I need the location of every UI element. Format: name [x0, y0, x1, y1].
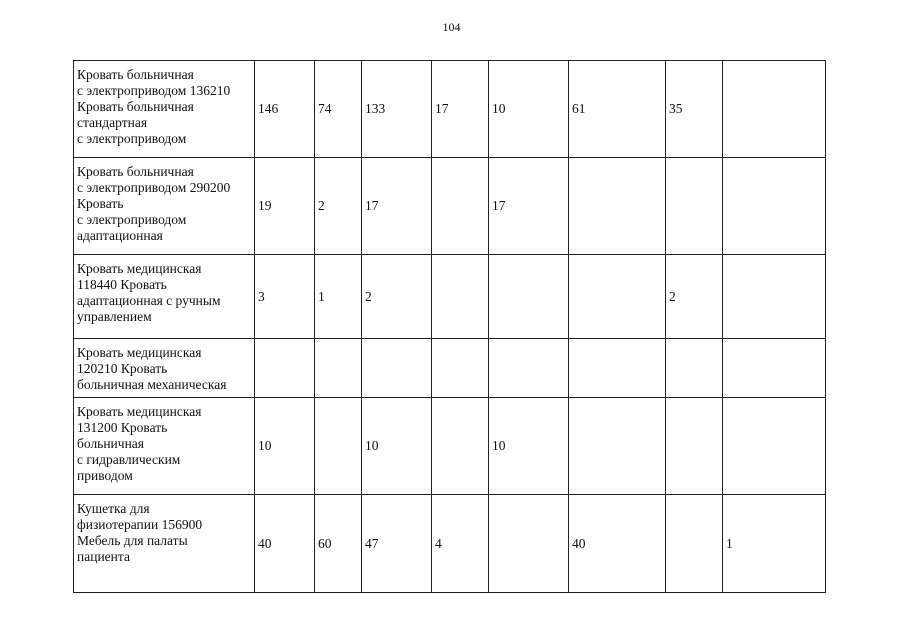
value-cell: 10: [362, 398, 432, 495]
value-cell: [666, 158, 723, 255]
equipment-table-container: [73, 60, 826, 593]
item-name-cell: [74, 495, 255, 593]
value-cell: [569, 255, 666, 339]
value-cell: [432, 158, 489, 255]
item-name-line: больничная механическая: [77, 377, 227, 392]
table-row: [74, 398, 826, 495]
item-name-line: Кровать больничная: [77, 99, 194, 114]
value-cell: 60: [315, 495, 362, 593]
table-row: [74, 158, 826, 255]
item-name-line: Кровать: [77, 196, 124, 211]
value-cell: [723, 158, 826, 255]
value-cell: 74: [315, 61, 362, 158]
value-cell: 17: [362, 158, 432, 255]
value-cell: [569, 398, 666, 495]
table-row: [74, 255, 826, 339]
value-cell: 1: [315, 255, 362, 339]
item-name-line: пациента: [77, 549, 130, 564]
value-cell: [666, 339, 723, 398]
item-name-line: 118440 Кровать: [77, 277, 167, 292]
item-name-line: физиотерапии 156900: [77, 517, 203, 532]
item-name-line: с электроприводом 136210: [77, 83, 231, 98]
item-name-cell: [74, 61, 255, 158]
item-name-line: Кушетка для: [77, 501, 150, 516]
value-cell: [569, 339, 666, 398]
value-cell: 40: [255, 495, 315, 593]
value-cell: [432, 255, 489, 339]
value-cell: [432, 398, 489, 495]
value-cell: [723, 255, 826, 339]
value-cell: 2: [362, 255, 432, 339]
item-name-line: адаптационная: [77, 228, 163, 243]
value-cell: 2: [666, 255, 723, 339]
item-name-line: Мебель для палаты: [77, 533, 188, 548]
value-cell: [489, 339, 569, 398]
value-cell: [723, 339, 826, 398]
value-cell: 17: [432, 61, 489, 158]
value-cell: 133: [362, 61, 432, 158]
item-name-line: 131200 Кровать: [77, 420, 168, 435]
value-cell: [255, 339, 315, 398]
value-cell: 19: [255, 158, 315, 255]
item-name-line: адаптационная с ручным: [77, 293, 221, 308]
table-row: [74, 61, 826, 158]
value-cell: 61: [569, 61, 666, 158]
item-name-line: больничная: [77, 436, 144, 451]
value-cell: [723, 61, 826, 158]
value-cell: 3: [255, 255, 315, 339]
value-cell: [569, 158, 666, 255]
item-name-cell: [74, 339, 255, 398]
value-cell: 4: [432, 495, 489, 593]
item-name-line: с гидравлическим: [77, 452, 181, 467]
value-cell: 1: [723, 495, 826, 593]
value-cell: [315, 398, 362, 495]
value-cell: 35: [666, 61, 723, 158]
value-cell: [489, 255, 569, 339]
item-name-line: Кровать медицинская: [77, 345, 202, 360]
value-cell: [666, 398, 723, 495]
value-cell: [315, 339, 362, 398]
item-name-line: Кровать больничная: [77, 164, 194, 179]
page-number: 104: [442, 20, 461, 34]
item-name-line: приводом: [77, 468, 133, 483]
value-cell: 40: [569, 495, 666, 593]
value-cell: [666, 495, 723, 593]
item-name-line: с электроприводом: [77, 131, 187, 146]
item-name-cell: [74, 255, 255, 339]
table-row: [74, 495, 826, 593]
value-cell: 146: [255, 61, 315, 158]
value-cell: [362, 339, 432, 398]
equipment-table: [73, 60, 826, 593]
item-name-cell: [74, 158, 255, 255]
value-cell: 10: [489, 398, 569, 495]
value-cell: 47: [362, 495, 432, 593]
item-name-line: управлением: [77, 309, 152, 324]
item-name-line: Кровать медицинская: [77, 261, 202, 276]
item-name-line: Кровать больничная: [77, 67, 194, 82]
value-cell: 10: [489, 61, 569, 158]
item-name-line: 120210 Кровать: [77, 361, 168, 376]
item-name-line: Кровать медицинская: [77, 404, 202, 419]
value-cell: 2: [315, 158, 362, 255]
value-cell: 17: [489, 158, 569, 255]
item-name-line: с электроприводом: [77, 212, 187, 227]
value-cell: [432, 339, 489, 398]
value-cell: [723, 398, 826, 495]
value-cell: 10: [255, 398, 315, 495]
item-name-line: с электроприводом 290200: [77, 180, 231, 195]
item-name-line: стандартная: [77, 115, 148, 130]
table-row: [74, 339, 826, 398]
value-cell: [489, 495, 569, 593]
item-name-cell: [74, 398, 255, 495]
